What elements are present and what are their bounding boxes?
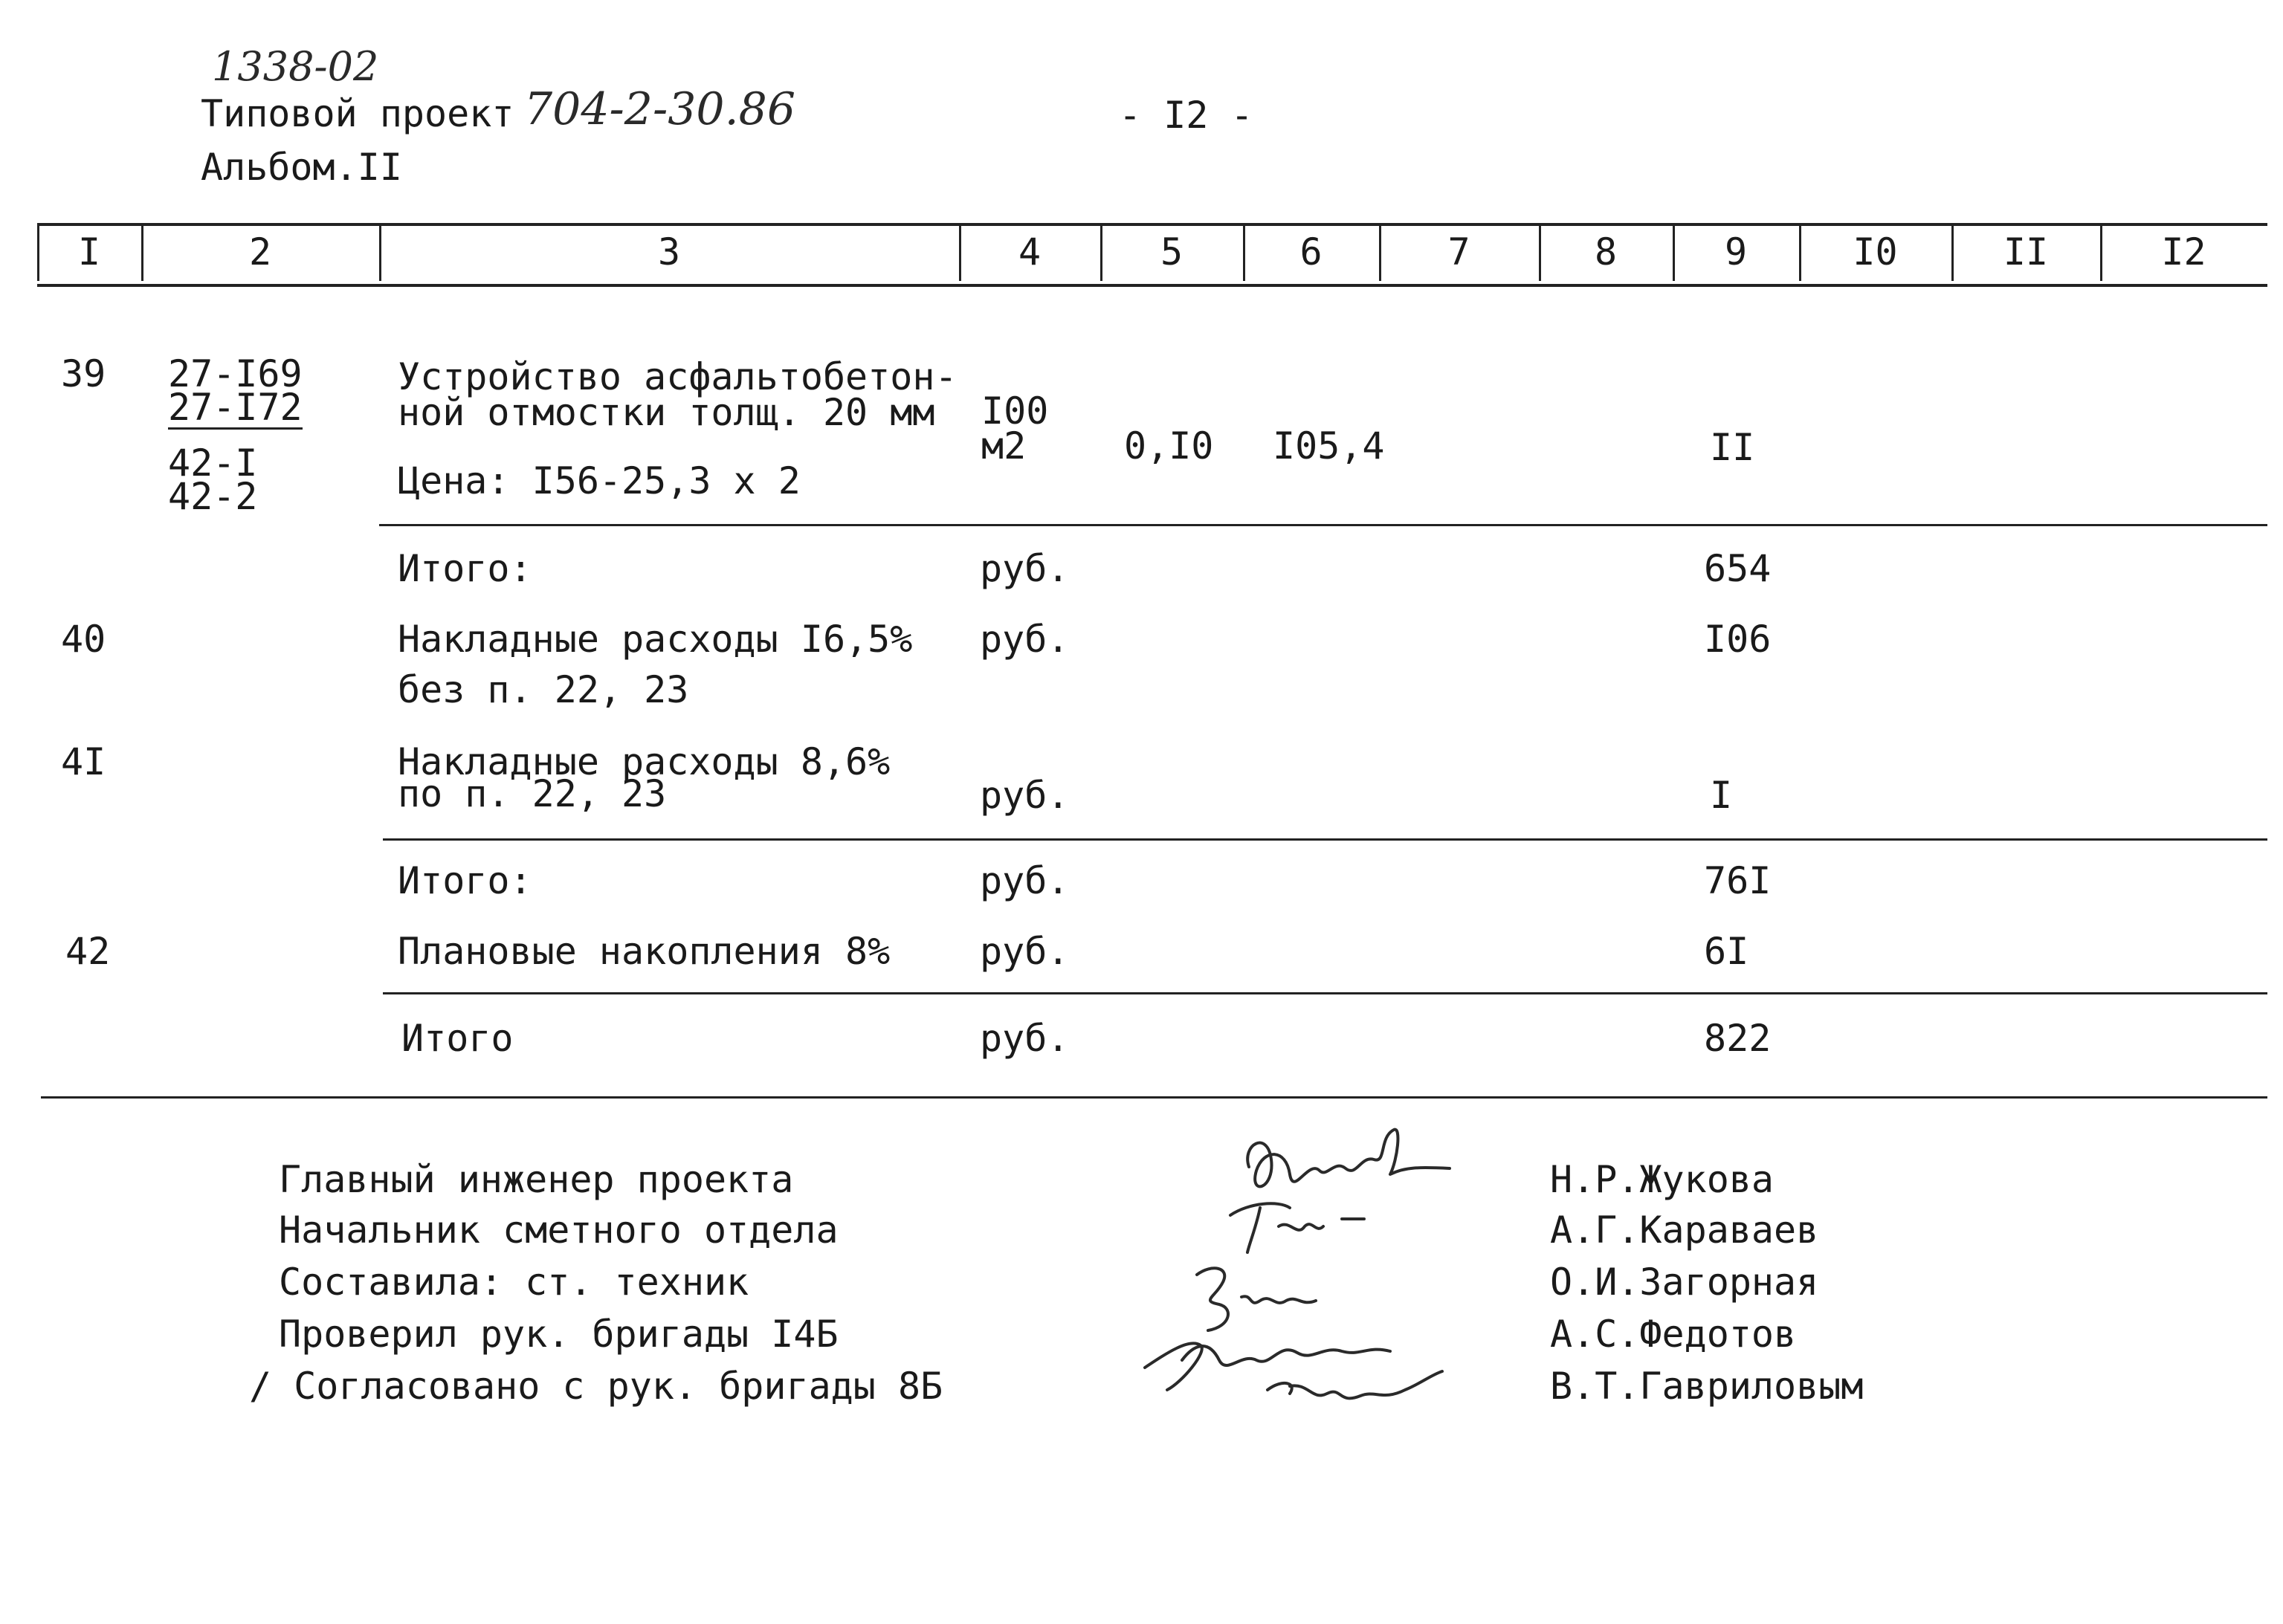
signer-name: О.И.Загорная bbox=[1550, 1261, 1819, 1304]
row-divider bbox=[383, 838, 2267, 841]
item-value: I05,4 bbox=[1273, 424, 1385, 468]
row-divider bbox=[383, 992, 2267, 994]
column-header-6: 6 bbox=[1299, 230, 1323, 274]
total-value: 822 bbox=[1704, 1017, 1772, 1060]
signer-name: В.Т.Гавриловым bbox=[1550, 1365, 1864, 1408]
column-header-3: 3 bbox=[657, 230, 681, 274]
project-number: 704-2-30.86 bbox=[524, 83, 796, 135]
item-total: I bbox=[1710, 774, 1733, 817]
signer-name: Н.Р.Жукова bbox=[1550, 1158, 1775, 1201]
column-header-1: I bbox=[77, 230, 101, 274]
column-header-8: 8 bbox=[1594, 230, 1618, 274]
project-label: Типовой проект bbox=[201, 92, 514, 135]
rate-code: 42-2 bbox=[168, 475, 258, 518]
column-header-12: I2 bbox=[2161, 230, 2206, 274]
item-unit: м2 bbox=[981, 424, 1027, 468]
row-number: 39 bbox=[61, 352, 106, 395]
total-label: Итого bbox=[401, 1017, 514, 1060]
item-description: ной отмостки толщ. 20 мм bbox=[398, 391, 935, 434]
album-label: Альбом.II bbox=[201, 146, 402, 189]
column-header-9: 9 bbox=[1724, 230, 1748, 274]
rate-code: 27-I72 bbox=[168, 386, 303, 429]
subtotal-value: 654 bbox=[1704, 547, 1772, 590]
row-number: 4I bbox=[61, 740, 106, 783]
item-total: 6I bbox=[1704, 930, 1749, 973]
total-unit: руб. bbox=[980, 1017, 1070, 1060]
column-header-7: 7 bbox=[1447, 230, 1470, 274]
item-description: по п. 22, 23 bbox=[398, 772, 667, 815]
column-header-4: 4 bbox=[1018, 230, 1042, 274]
rate-code: 42-I bbox=[168, 441, 258, 485]
item-unit: I00 bbox=[981, 389, 1049, 433]
item-description: Устройство асфальтобетон- bbox=[398, 355, 958, 398]
item-description: Плановые накопления 8% bbox=[398, 930, 891, 973]
signature-role: Составила: ст. техник bbox=[279, 1261, 749, 1304]
doc-code: 1338-02 bbox=[212, 43, 379, 90]
item-total: I06 bbox=[1704, 618, 1772, 661]
subtotal-unit: руб. bbox=[980, 859, 1070, 902]
handwritten-signatures bbox=[1137, 1115, 1494, 1442]
signer-name: А.Г.Караваев bbox=[1550, 1209, 1819, 1252]
signer-name: А.С.Федотов bbox=[1550, 1313, 1797, 1356]
item-description: Накладные расходы I6,5% bbox=[398, 618, 913, 661]
subtotal-label: Итого: bbox=[398, 859, 532, 902]
item-quantity: 0,I0 bbox=[1124, 424, 1214, 468]
subtotal-value: 76I bbox=[1704, 859, 1772, 902]
signature-role: Главный инженер проекта bbox=[279, 1158, 794, 1201]
signature-role: Проверил рук. бригады I4Б bbox=[279, 1313, 839, 1356]
column-header-5: 5 bbox=[1160, 230, 1184, 274]
signature-role: Начальник сметного отдела bbox=[279, 1209, 839, 1252]
subtotal-unit: руб. bbox=[980, 547, 1070, 590]
item-price: Цена: I56-25,3 x 2 bbox=[398, 459, 801, 502]
column-header-2: 2 bbox=[248, 230, 272, 274]
rate-code: 27-I69 bbox=[168, 352, 303, 395]
subtotal-label: Итого: bbox=[398, 547, 532, 590]
signature-role: / Согласовано с рук. бригады 8Б bbox=[249, 1365, 943, 1408]
page-number: - I2 - bbox=[1119, 94, 1253, 137]
item-unit: руб. bbox=[980, 930, 1070, 973]
row-number: 40 bbox=[61, 618, 106, 661]
column-header-11: II bbox=[2003, 230, 2049, 274]
item-total: II bbox=[1710, 426, 1755, 469]
item-description: Накладные расходы 8,6% bbox=[398, 740, 891, 783]
item-description: без п. 22, 23 bbox=[398, 668, 689, 711]
column-header-10: I0 bbox=[1853, 230, 1898, 274]
row-number: 42 bbox=[65, 930, 111, 973]
table-bottom-line bbox=[41, 1096, 2267, 1099]
item-unit: руб. bbox=[980, 774, 1070, 817]
item-unit: руб. bbox=[980, 618, 1070, 661]
row-divider bbox=[379, 524, 2267, 526]
